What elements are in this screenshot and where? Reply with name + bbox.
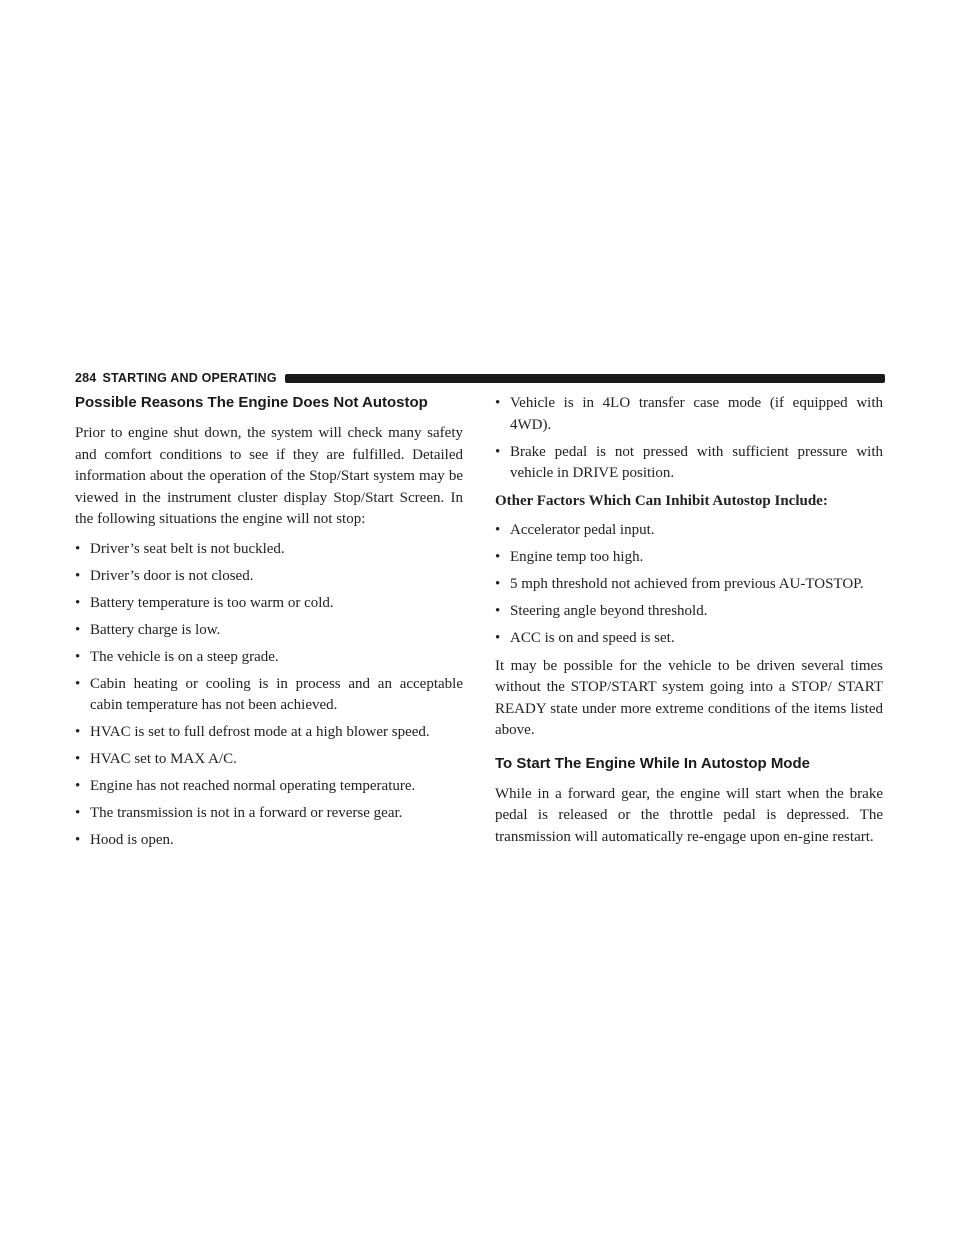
bullet-icon: • (495, 395, 501, 411)
intro-paragraph: Prior to engine shut down, the system will check many safety and comfort conditions to see if they are fulfilled. Detailed information about the operation of the Stop/Start system may be viewed in the instrument cluster display Stop/Start Screen. In the following situations the engine will not stop: (75, 425, 463, 527)
bullet-icon: • (75, 540, 81, 557)
heading-start-engine: To Start The Engine While In Autostop Mode (495, 754, 810, 772)
bullet-icon: • (495, 576, 501, 592)
bullet-icon: • (75, 751, 81, 767)
list-item: • HVAC is set to full defrost mode at a high blower speed. (75, 722, 463, 744)
list-item: • 5 mph threshold not achieved from previous AU-TOSTOP. (495, 574, 883, 596)
bullet-icon: • (495, 522, 501, 538)
bullet-icon: • (495, 630, 501, 646)
list-item: • Engine temp too high. (495, 547, 883, 569)
list-item: • ACC is on and speed is set. (495, 628, 883, 650)
list-item: • HVAC set to MAX A/C. (75, 749, 463, 771)
bullet-icon: • (75, 675, 81, 692)
list-item: • Engine has not reached normal operating temperature. (75, 776, 463, 798)
bullet-icon: • (495, 603, 501, 619)
list-item: • Driver’s door is not closed. (75, 566, 463, 588)
list-item: • Battery temperature is too warm or cold. (75, 593, 463, 615)
conditions-paragraph: It may be possible for the vehicle to be driven several times without the STOP/START system going into a STOP/ START READY state under more extreme conditions of the items listed above. (495, 657, 883, 738)
list-item: • Hood is open. (75, 830, 463, 852)
list-item: • Driver’s seat belt is not buckled. (75, 539, 463, 561)
list-item: • The transmission is not in a forward or reverse gear. (75, 803, 463, 825)
list-item: • Cabin heating or cooling is in process and an acceptable cabin temperature has not been achieved. (75, 675, 463, 713)
list-item: • Accelerator pedal input. (495, 520, 883, 542)
more-conditions-list (495, 393, 883, 485)
section-title: STARTING AND OPERATING (102, 371, 277, 385)
list-item: • The vehicle is on a steep grade. (75, 647, 463, 669)
bullet-icon: • (75, 832, 81, 848)
bullet-icon: • (495, 443, 501, 460)
other-factors-heading: Other Factors Which Can Inhibit Autostop Include: (495, 492, 828, 509)
bullet-icon: • (75, 778, 81, 794)
no-stop-conditions-list (75, 539, 463, 852)
page-header (75, 370, 885, 386)
right-column (495, 393, 883, 856)
start-engine-paragraph: While in a forward gear, the engine will start when the brake pedal is released or the throttle pedal is depressed. The transmission will automatically re-engage upon en-gine restart. (495, 785, 883, 845)
bullet-icon: • (75, 594, 81, 611)
heading-no-autostop: Possible Reasons The Engine Does Not Autostop (75, 394, 428, 411)
list-item: • Steering angle beyond threshold. (495, 601, 883, 623)
list-item: • Battery charge is low. (75, 620, 463, 642)
page-number: 284 (75, 371, 97, 385)
bullet-icon: • (495, 549, 501, 565)
bullet-icon: • (75, 621, 81, 638)
bullet-icon: • (75, 567, 81, 584)
other-factors-list (495, 520, 883, 650)
bullet-icon: • (75, 805, 81, 821)
header-rule (285, 374, 885, 383)
left-column (75, 393, 463, 858)
list-item: • Vehicle is in 4LO transfer case mode (if equipped with 4WD). (495, 395, 883, 433)
list-item: • Brake pedal is not pressed with sufficient pressure with vehicle in DRIVE position. (495, 443, 883, 481)
bullet-icon: • (75, 648, 81, 665)
bullet-icon: • (75, 724, 81, 740)
